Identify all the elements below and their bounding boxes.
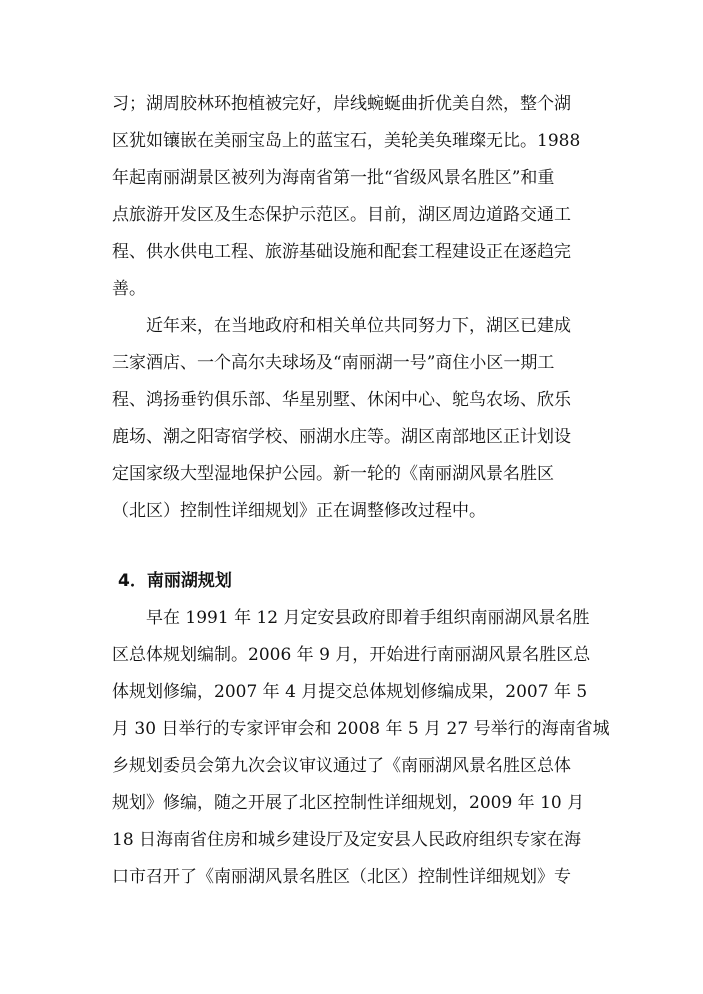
paragraph-3-line: 月 30 日举行的专家评审会和 2008 年 5 月 27 号举行的海南省城 bbox=[112, 719, 610, 739]
paragraph-3-line: 早在 1991 年 12 月定安县政府即着手组织南丽湖风景名胜 bbox=[146, 608, 590, 628]
paragraph-2-line: 鹿场、潮之阳寄宿学校、丽湖水庄等。湖区南部地区正计划设 bbox=[112, 427, 571, 447]
section-heading: 4．南丽湖规划 bbox=[118, 571, 232, 591]
paragraph-3-line: 区总体规划编制。2006 年 9 月，开始进行南丽湖风景名胜区总 bbox=[112, 645, 591, 665]
paragraph-2-line: 近年来，在当地政府和相关单位共同努力下，湖区已建成 bbox=[146, 316, 571, 336]
paragraph-1-line: 善。 bbox=[112, 279, 146, 299]
paragraph-2-line: （北区）控制性详细规划》正在调整修改过程中。 bbox=[112, 501, 486, 521]
paragraph-3-line: 18 日海南省住房和城乡建设厅及定安县人民政府组织专家在海 bbox=[112, 830, 582, 850]
paragraph-1-line: 年起南丽湖景区被列为海南省第一批“省级风景名胜区”和重 bbox=[112, 168, 555, 188]
paragraph-2-line: 定国家级大型湿地保护公园。新一轮的《南丽湖风景名胜区 bbox=[112, 464, 554, 484]
paragraph-3-line: 乡规划委员会第九次会议审议通过了《南丽湖风景名胜区总体 bbox=[112, 756, 571, 776]
paragraph-3-line: 口市召开了《南丽湖风景名胜区（北区）控制性详细规划》专 bbox=[112, 867, 571, 887]
paragraph-2-line: 三家酒店、一个高尔夫球场及“南丽湖一号”商住小区一期工 bbox=[112, 353, 555, 373]
paragraph-1-line: 点旅游开发区及生态保护示范区。目前，湖区周边道路交通工 bbox=[112, 205, 571, 225]
paragraph-3-line: 规划》修编，随之开展了北区控制性详细规划，2009 年 10 月 bbox=[112, 793, 585, 813]
paragraph-3-line: 体规划修编，2007 年 4 月提交总体规划修编成果，2007 年 5 bbox=[112, 682, 588, 702]
paragraph-1-line: 程、供水供电工程、旅游基础设施和配套工程建设正在逐趋完 bbox=[112, 242, 571, 262]
paragraph-2-line: 程、鸿扬垂钓俱乐部、华星别墅、休闲中心、鸵鸟农场、欣乐 bbox=[112, 390, 571, 410]
paragraph-1-line: 区犹如镶嵌在美丽宝岛上的蓝宝石，美轮美奂璀璨无比。1988 bbox=[112, 131, 581, 151]
paragraph-1-line: 习；湖周胶林环抱植被完好，岸线蜿蜒曲折优美自然，整个湖 bbox=[112, 94, 571, 114]
